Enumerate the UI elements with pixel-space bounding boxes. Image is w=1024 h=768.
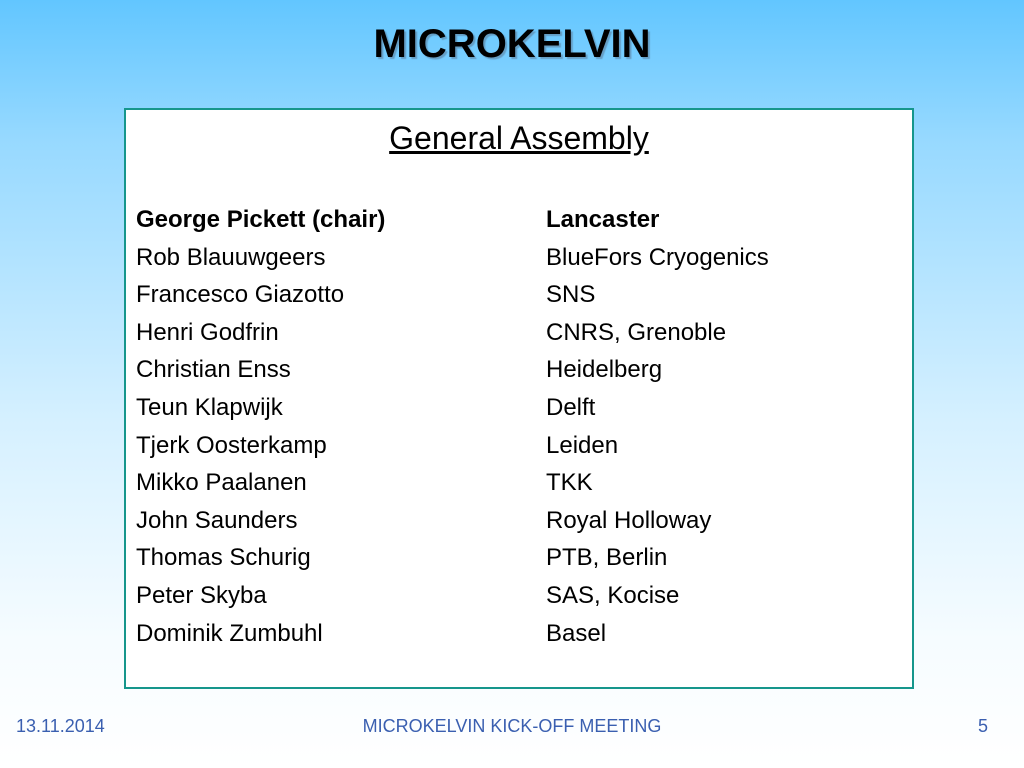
- member-institution: BlueFors Cryogenics: [546, 243, 769, 271]
- member-name: Dominik Zumbuhl: [136, 619, 323, 647]
- member-name: John Saunders: [136, 506, 298, 534]
- member-name: Henri Godfrin: [136, 318, 279, 346]
- member-institution: Delft: [546, 393, 596, 421]
- member-institution: Leiden: [546, 431, 619, 459]
- member-name: Rob Blauuwgeers: [136, 243, 326, 271]
- slide-title: MICROKELVIN: [373, 22, 651, 66]
- member-name: Francesco Giazotto: [136, 281, 345, 309]
- member-name: Thomas Schurig: [136, 544, 311, 572]
- member-institution: CNRS, Grenoble: [546, 318, 727, 346]
- content-box: [124, 108, 914, 689]
- footer-meeting-title: MICROKELVIN KICK-OFF MEETING: [362, 716, 662, 736]
- member-name: Peter Skyba: [136, 581, 267, 609]
- member-name: George Pickett (chair): [136, 206, 386, 233]
- member-name: Mikko Paalanen: [136, 469, 307, 497]
- member-institution: Royal Holloway: [546, 506, 712, 534]
- member-name: Tjerk Oosterkamp: [136, 431, 327, 459]
- member-institution: Lancaster: [546, 206, 660, 233]
- member-name: Teun Klapwijk: [136, 393, 283, 421]
- footer-date: 13.11.2014: [16, 716, 105, 736]
- member-institution: SNS: [546, 281, 596, 309]
- footer-page-number: 5: [977, 716, 988, 736]
- box-title: General Assembly: [389, 120, 649, 156]
- member-institution: Basel: [546, 619, 607, 647]
- member-name: Christian Enss: [136, 356, 291, 384]
- member-institution: Heidelberg: [546, 356, 663, 384]
- member-institution: PTB, Berlin: [546, 544, 668, 572]
- member-institution: TKK: [546, 469, 593, 497]
- member-institution: SAS, Kocise: [546, 581, 680, 609]
